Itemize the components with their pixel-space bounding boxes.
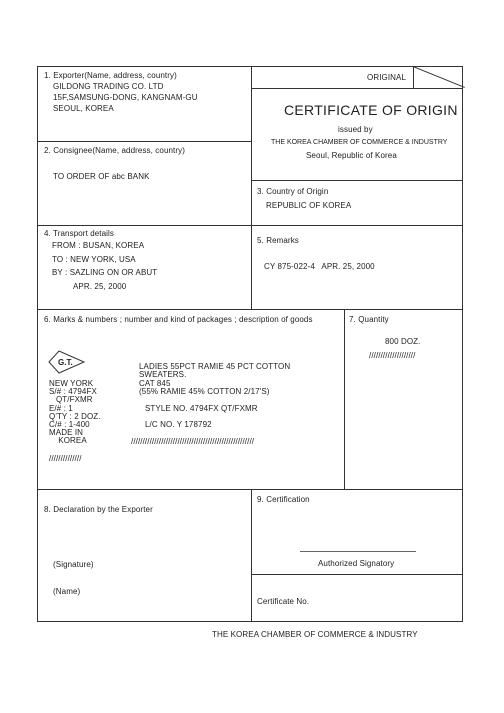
quantity-label: 7. Quantity [349,315,389,324]
style-number: STYLE NO. 4794FX QT/FXMR [145,404,258,413]
marks-slashes: ////////////// [49,454,82,463]
desc-line-1: LADIES 55PCT RAMIE 45 PCT COTTON [139,362,291,371]
country-of-origin-label: 3. Country of Origin [257,187,329,196]
desc-line-4: (55% RAMIE 45% COTTON 2/17'S) [139,387,270,396]
divider [251,574,463,575]
divider [251,66,252,309]
divider [37,489,463,490]
marks-line-7: MADE IN [49,428,84,437]
footer-issuer: THE KOREA CHAMBER OF COMMERCE & INDUSTRY [212,630,418,639]
transport-by: BY : SAZLING ON OR ABUT [52,268,158,277]
country-of-origin-value: REPUBLIC OF KOREA [266,201,352,210]
exporter-city: SEOUL, KOREA [53,104,114,113]
consignee-label: 2. Consignee(Name, address, country) [44,146,185,155]
desc-line-2: SWEATERS. [139,370,187,379]
issued-by: issued by [338,125,373,134]
transport-date: APR. 25, 2000 [73,282,127,291]
marks-line-6: C/# : 1-400 [49,420,90,429]
declaration-label: 8. Declaration by the Exporter [44,505,153,514]
exporter-address: 15F,SAMSUNG-DONG, KANGNAM-GU [53,93,198,102]
consignee-value: TO ORDER OF abc BANK [53,172,150,181]
marks-label: 6. Marks & numbers ; number and kind of packages ; description of goods [44,315,313,324]
divider [251,489,252,622]
issuer-location: Seoul, Republic of Korea [306,151,397,160]
quantity-value: 800 DOZ. [385,337,421,346]
desc-slashes: ///////////////////////////////////////////////////// [131,437,255,446]
transport-to: TO : NEW YORK, USA [52,255,136,264]
remarks-label: 5. Remarks [257,236,299,245]
transport-label: 4. Transport details [44,229,115,238]
exporter-name: GILDONG TRADING CO. LTD [53,82,164,91]
marks-line-5: Q'TY : 2 DOZ. [49,412,101,421]
marks-line-8: KOREA [49,436,87,445]
issuer-name: THE KOREA CHAMBER OF COMMERCE & INDUSTRY [271,139,448,146]
certificate-number-label: Certificate No. [257,597,310,606]
divider [413,66,414,88]
marks-line-1: NEW YORK [49,379,94,388]
gt-logo-text: G.T. [58,358,73,367]
remarks-value: CY 875-022-4 APR. 25, 2000 [264,262,375,271]
document-title: CERTIFICATE OF ORIGIN [284,102,458,118]
signature-line [300,551,416,552]
marks-line-4: E/# : 1 [49,404,73,413]
exporter-label: 1. Exporter(Name, address, country) [44,71,177,80]
gt-logo [47,350,87,374]
original-label: ORIGINAL [367,73,407,82]
signature-label: (Signature) [53,560,94,569]
divider [37,309,463,310]
marks-line-2: S/# : 4794FX [49,387,97,396]
certification-label: 9. Certification [257,495,310,504]
lc-number: L/C NO. Y 178792 [145,420,212,429]
divider [251,180,463,181]
quantity-slashes: //////////////////// [369,351,416,360]
divider [344,309,345,489]
marks-line-3: QT/FXMR [49,395,93,404]
divider [37,225,463,226]
divider [37,141,251,142]
transport-from: FROM : BUSAN, KOREA [52,241,145,250]
desc-line-3: CAT 845 [139,379,171,388]
authorized-signatory: Authorized Signatory [318,559,395,568]
name-label: (Name) [53,587,81,596]
divider [251,88,463,89]
